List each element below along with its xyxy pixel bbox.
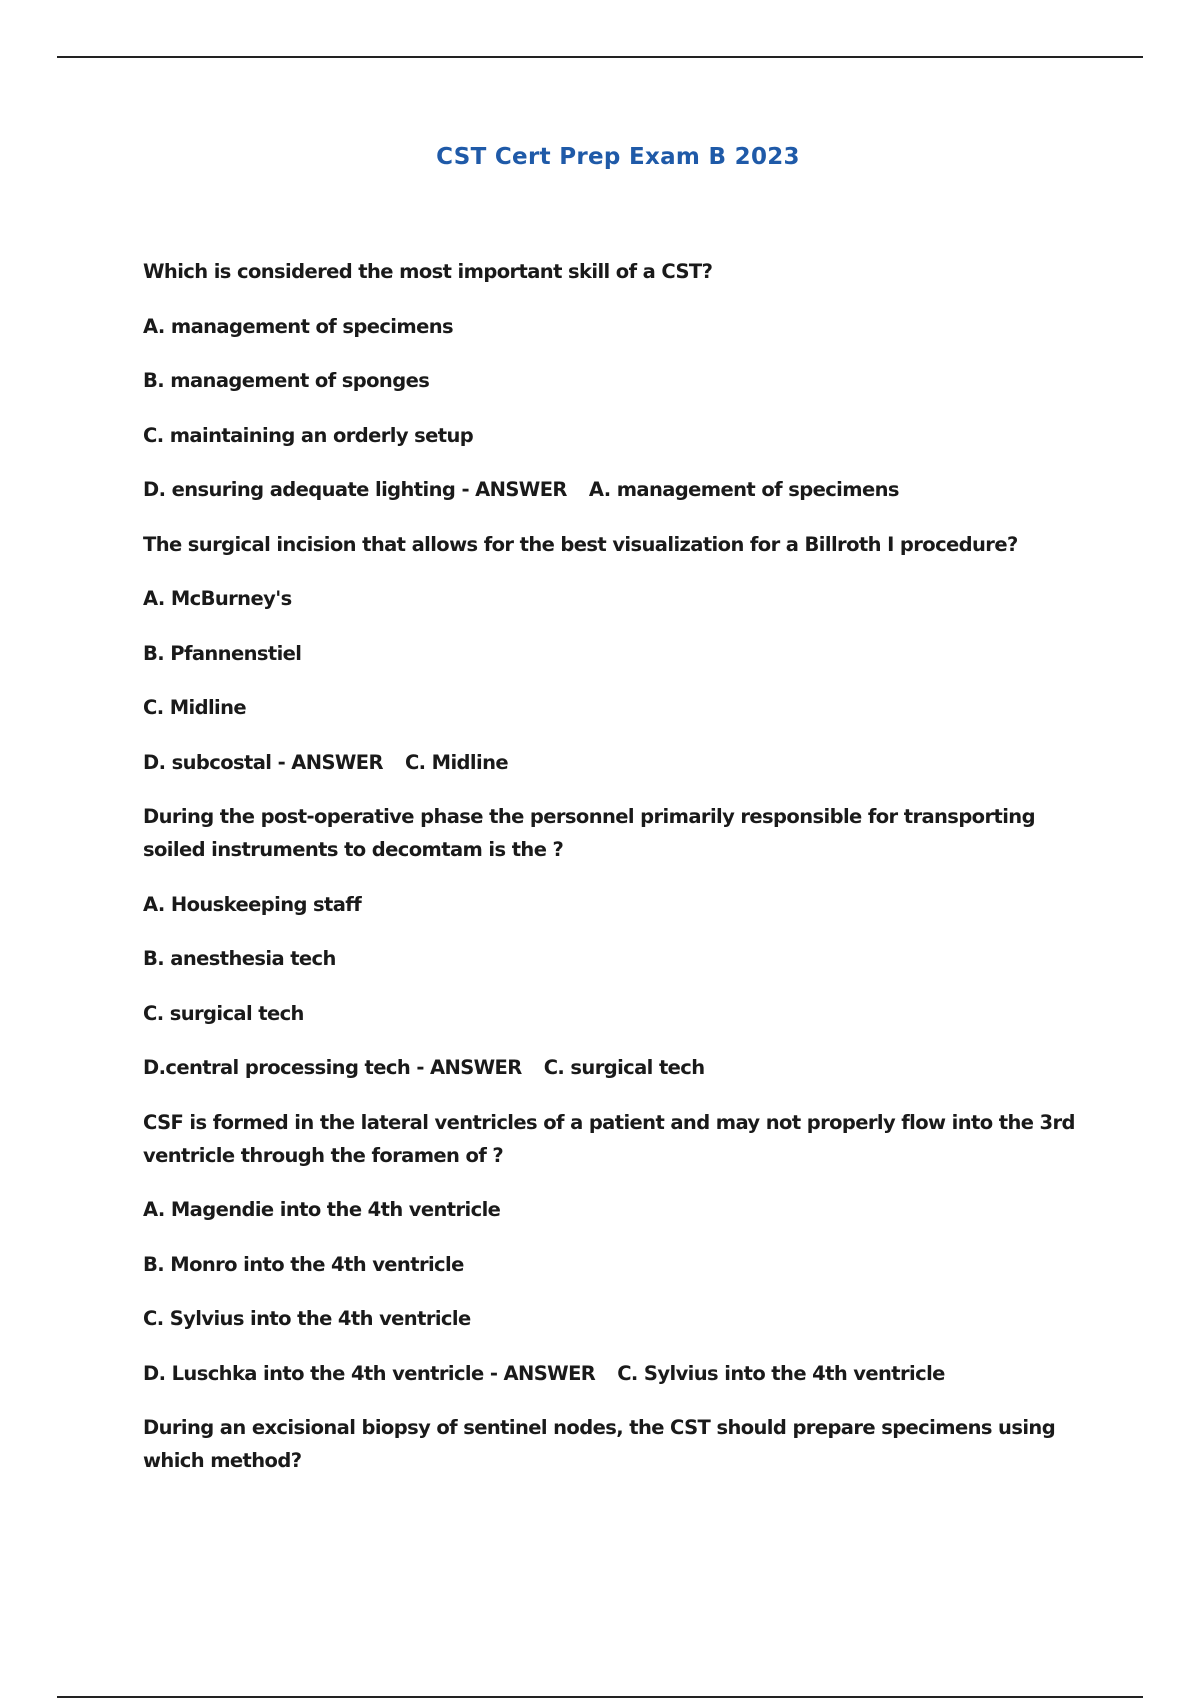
answer-option: B. management of sponges bbox=[143, 369, 430, 392]
answer-option: C. Midline bbox=[143, 696, 247, 719]
correct-answer: C. Midline bbox=[404, 750, 508, 774]
answer-line bbox=[143, 1357, 1103, 1390]
answer-option: C. maintaining an orderly setup bbox=[143, 423, 474, 447]
answer-option: D. Luschka into the 4th ventricle bbox=[143, 1361, 484, 1385]
question-prompt: Which is considered the most important skill of a CST? bbox=[143, 260, 713, 283]
answer-option: D.central processing tech bbox=[143, 1056, 411, 1079]
footer-rule bbox=[57, 1696, 1143, 1698]
question-prompt: The surgical incision that allows for the best visualization for a Billroth I procedure? bbox=[143, 532, 1018, 556]
answer-marker: - ANSWER bbox=[461, 478, 567, 501]
answer-option: D. ensuring adequate lighting bbox=[143, 478, 456, 501]
answer-line bbox=[143, 473, 1103, 506]
answer-option: A. Magendie into the 4th ventricle bbox=[143, 1198, 501, 1221]
answer-option: D. subcostal bbox=[143, 750, 272, 774]
answer-marker: - ANSWER bbox=[277, 750, 383, 774]
answer-option: B. Monro into the 4th ventricle bbox=[143, 1252, 464, 1276]
correct-answer: C. surgical tech bbox=[543, 1056, 705, 1079]
answer-option: B. Pfannenstiel bbox=[143, 641, 302, 665]
answer-line bbox=[143, 1051, 1103, 1084]
question-prompt: During an excisional biopsy of sentinel nodes, the CST should prepare specimens using which method? bbox=[143, 1416, 1056, 1472]
answer-line bbox=[143, 746, 1103, 779]
question-prompt: CSF is formed in the lateral ventricles of a patient and may not properly flow into the 3rd ventricle through the foramen of ? bbox=[143, 1110, 1075, 1167]
answer-option: C. surgical tech bbox=[143, 1001, 304, 1025]
correct-answer: C. Sylvius into the 4th ventricle bbox=[617, 1361, 945, 1385]
answer-option: A. McBurney's bbox=[143, 587, 292, 610]
question-prompt: During the post-operative phase the personnel primarily responsible for transporting soiled instruments to decomtam is the ? bbox=[143, 805, 1035, 861]
answer-option: C. Sylvius into the 4th ventricle bbox=[143, 1307, 471, 1330]
answer-option: A. Houskeeping staff bbox=[143, 892, 362, 916]
question-list bbox=[143, 255, 1103, 1499]
answer-option: B. anesthesia tech bbox=[143, 947, 336, 970]
answer-marker: - ANSWER bbox=[489, 1361, 596, 1385]
correct-answer: A. management of specimens bbox=[588, 478, 899, 501]
header-rule bbox=[57, 56, 1143, 58]
document-title: CST Cert Prep Exam B 2023 bbox=[436, 144, 800, 170]
answer-marker: - ANSWER bbox=[416, 1056, 522, 1079]
answer-option: A. management of specimens bbox=[143, 314, 454, 338]
